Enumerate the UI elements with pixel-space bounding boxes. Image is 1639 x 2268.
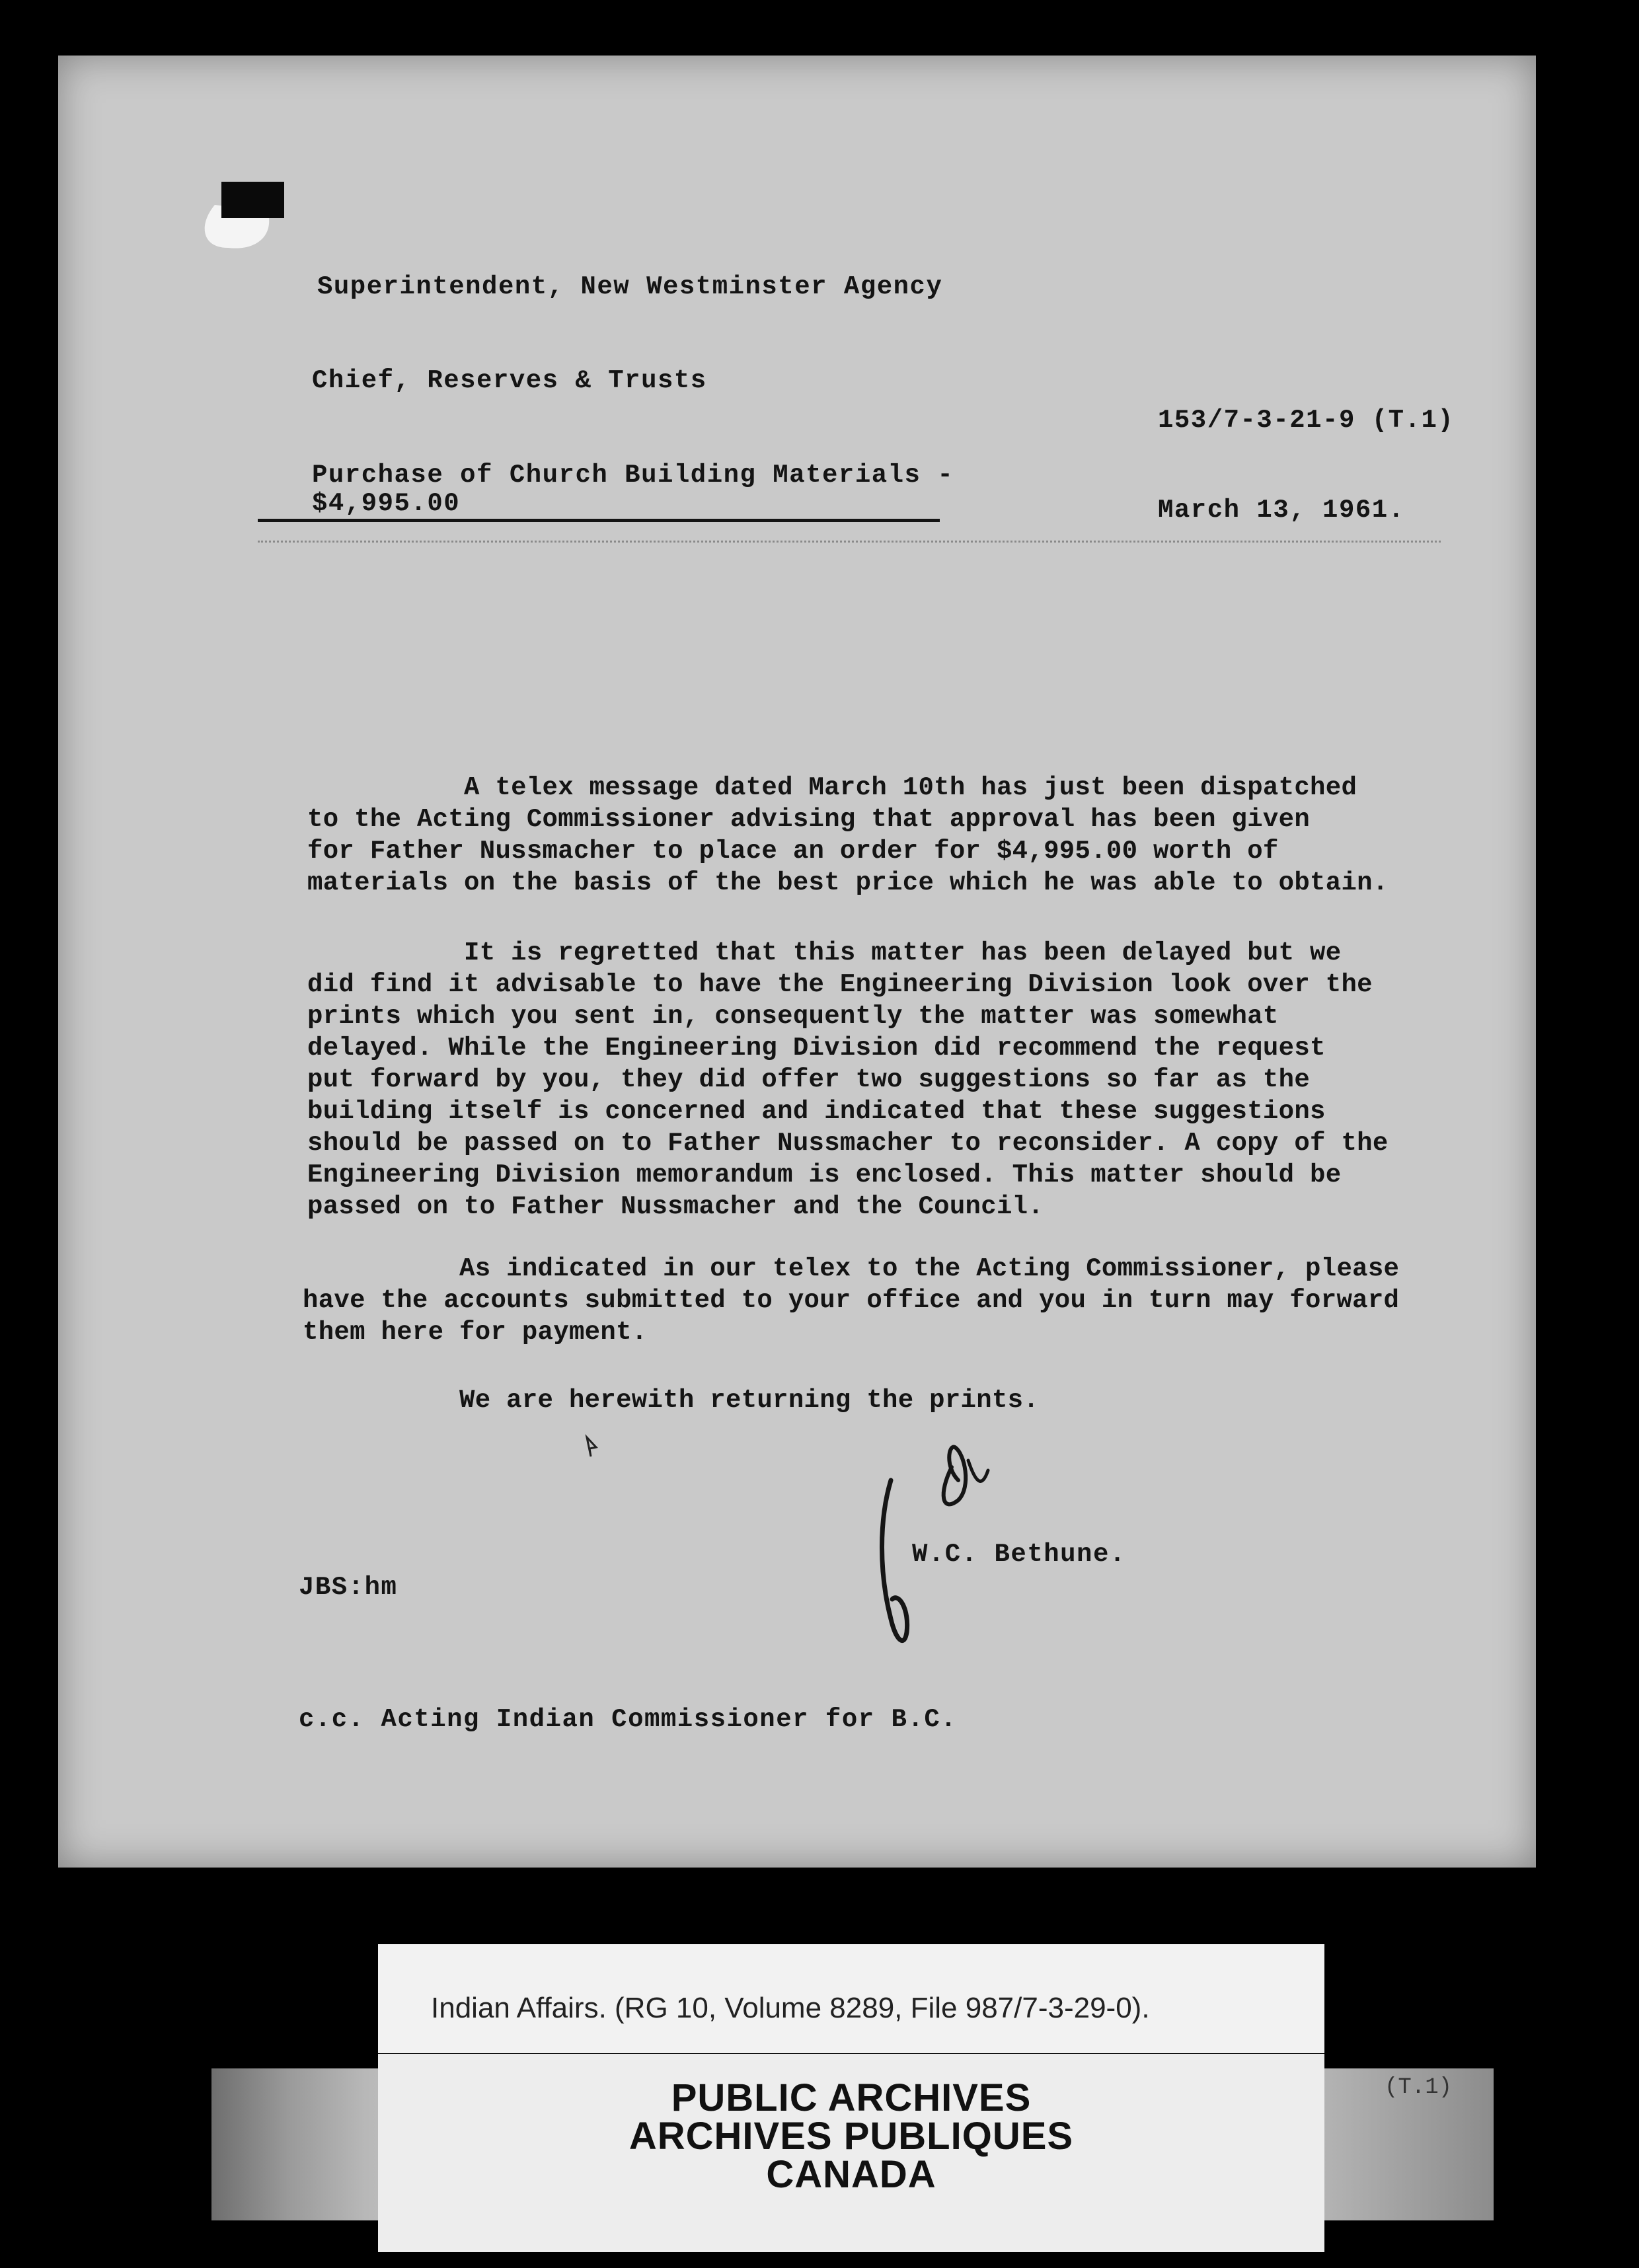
body-line: As indicated in our telex to the Acting Commissioner, please: [303, 1254, 1400, 1283]
body-line: them here for payment.: [303, 1318, 648, 1347]
body-line: It is regretted that this matter has been delayed but we: [307, 938, 1342, 967]
stamp-line-3: CANADA: [766, 2153, 936, 2196]
subject-line-2: $4,995.00: [312, 489, 461, 518]
frame-mark: (T.1): [1385, 2075, 1453, 2100]
body-line: did find it advisable to have the Engineering Division look over the: [307, 970, 1373, 999]
typist-initials: JBS:hm: [299, 1573, 398, 1602]
file-reference: 153/7-3-21-9 (T.1): [1158, 406, 1455, 435]
stamp-line-1: PUBLIC ARCHIVES: [671, 2076, 1032, 2119]
memo-date: March 13, 1961.: [1158, 496, 1405, 525]
body-paragraph: [307, 937, 1389, 1223]
body-line: to the Acting Commissioner advising that approval has been given: [307, 805, 1311, 834]
signature-name: W.C. Bethune.: [912, 1540, 1126, 1569]
memo-from: Chief, Reserves & Trusts: [312, 366, 707, 395]
header-divider: [258, 541, 1441, 543]
body-line: building itself is concerned and indicated that these suggestions: [307, 1097, 1326, 1126]
body-paragraph: [303, 1253, 1399, 1348]
memo-to: Superintendent, New Westminster Agency: [317, 272, 943, 301]
body-line: materials on the basis of the best price which he was able to obtain.: [307, 868, 1389, 897]
body-line: delayed. While the Engineering Division did recommend the request: [307, 1034, 1326, 1063]
body-line: should be passed on to Father Nussmacher to reconsider. A copy of the: [307, 1129, 1389, 1158]
body-line: have the accounts submitted to your office and you in turn may forward: [303, 1286, 1400, 1315]
body-line: We are herewith returning the prints.: [303, 1386, 1040, 1415]
body-line: put forward by you, they did offer two suggestions so far as the: [307, 1065, 1311, 1094]
staple-hole-mark: [152, 126, 284, 258]
body-paragraph: [307, 772, 1389, 899]
body-line: for Father Nussmacher to place an order for $4,995.00 worth of: [307, 837, 1279, 866]
body-line: passed on to Father Nussmacher and the Council.: [307, 1192, 1044, 1221]
body-line: prints which you sent in, consequently the matter was somewhat: [307, 1002, 1279, 1031]
subject-underline: [258, 519, 940, 522]
subject-line-1: Purchase of Church Building Materials -: [312, 461, 954, 490]
body-line: A telex message dated March 10th has just been dispatched: [307, 773, 1357, 802]
stamp-line-2: ARCHIVES PUBLIQUES: [629, 2115, 1074, 2158]
body-line: Engineering Division memorandum is enclosed. This matter should be: [307, 1160, 1342, 1190]
archive-reference: Indian Affairs. (RG 10, Volume 8289, File 987/7-3-29-0).: [431, 1992, 1150, 2024]
body-paragraph: [303, 1384, 1039, 1416]
ink-speck: [582, 1434, 601, 1460]
archive-reference-card: [378, 1944, 1324, 2053]
carbon-copy-line: c.c. Acting Indian Commissioner for B.C.: [299, 1705, 958, 1734]
